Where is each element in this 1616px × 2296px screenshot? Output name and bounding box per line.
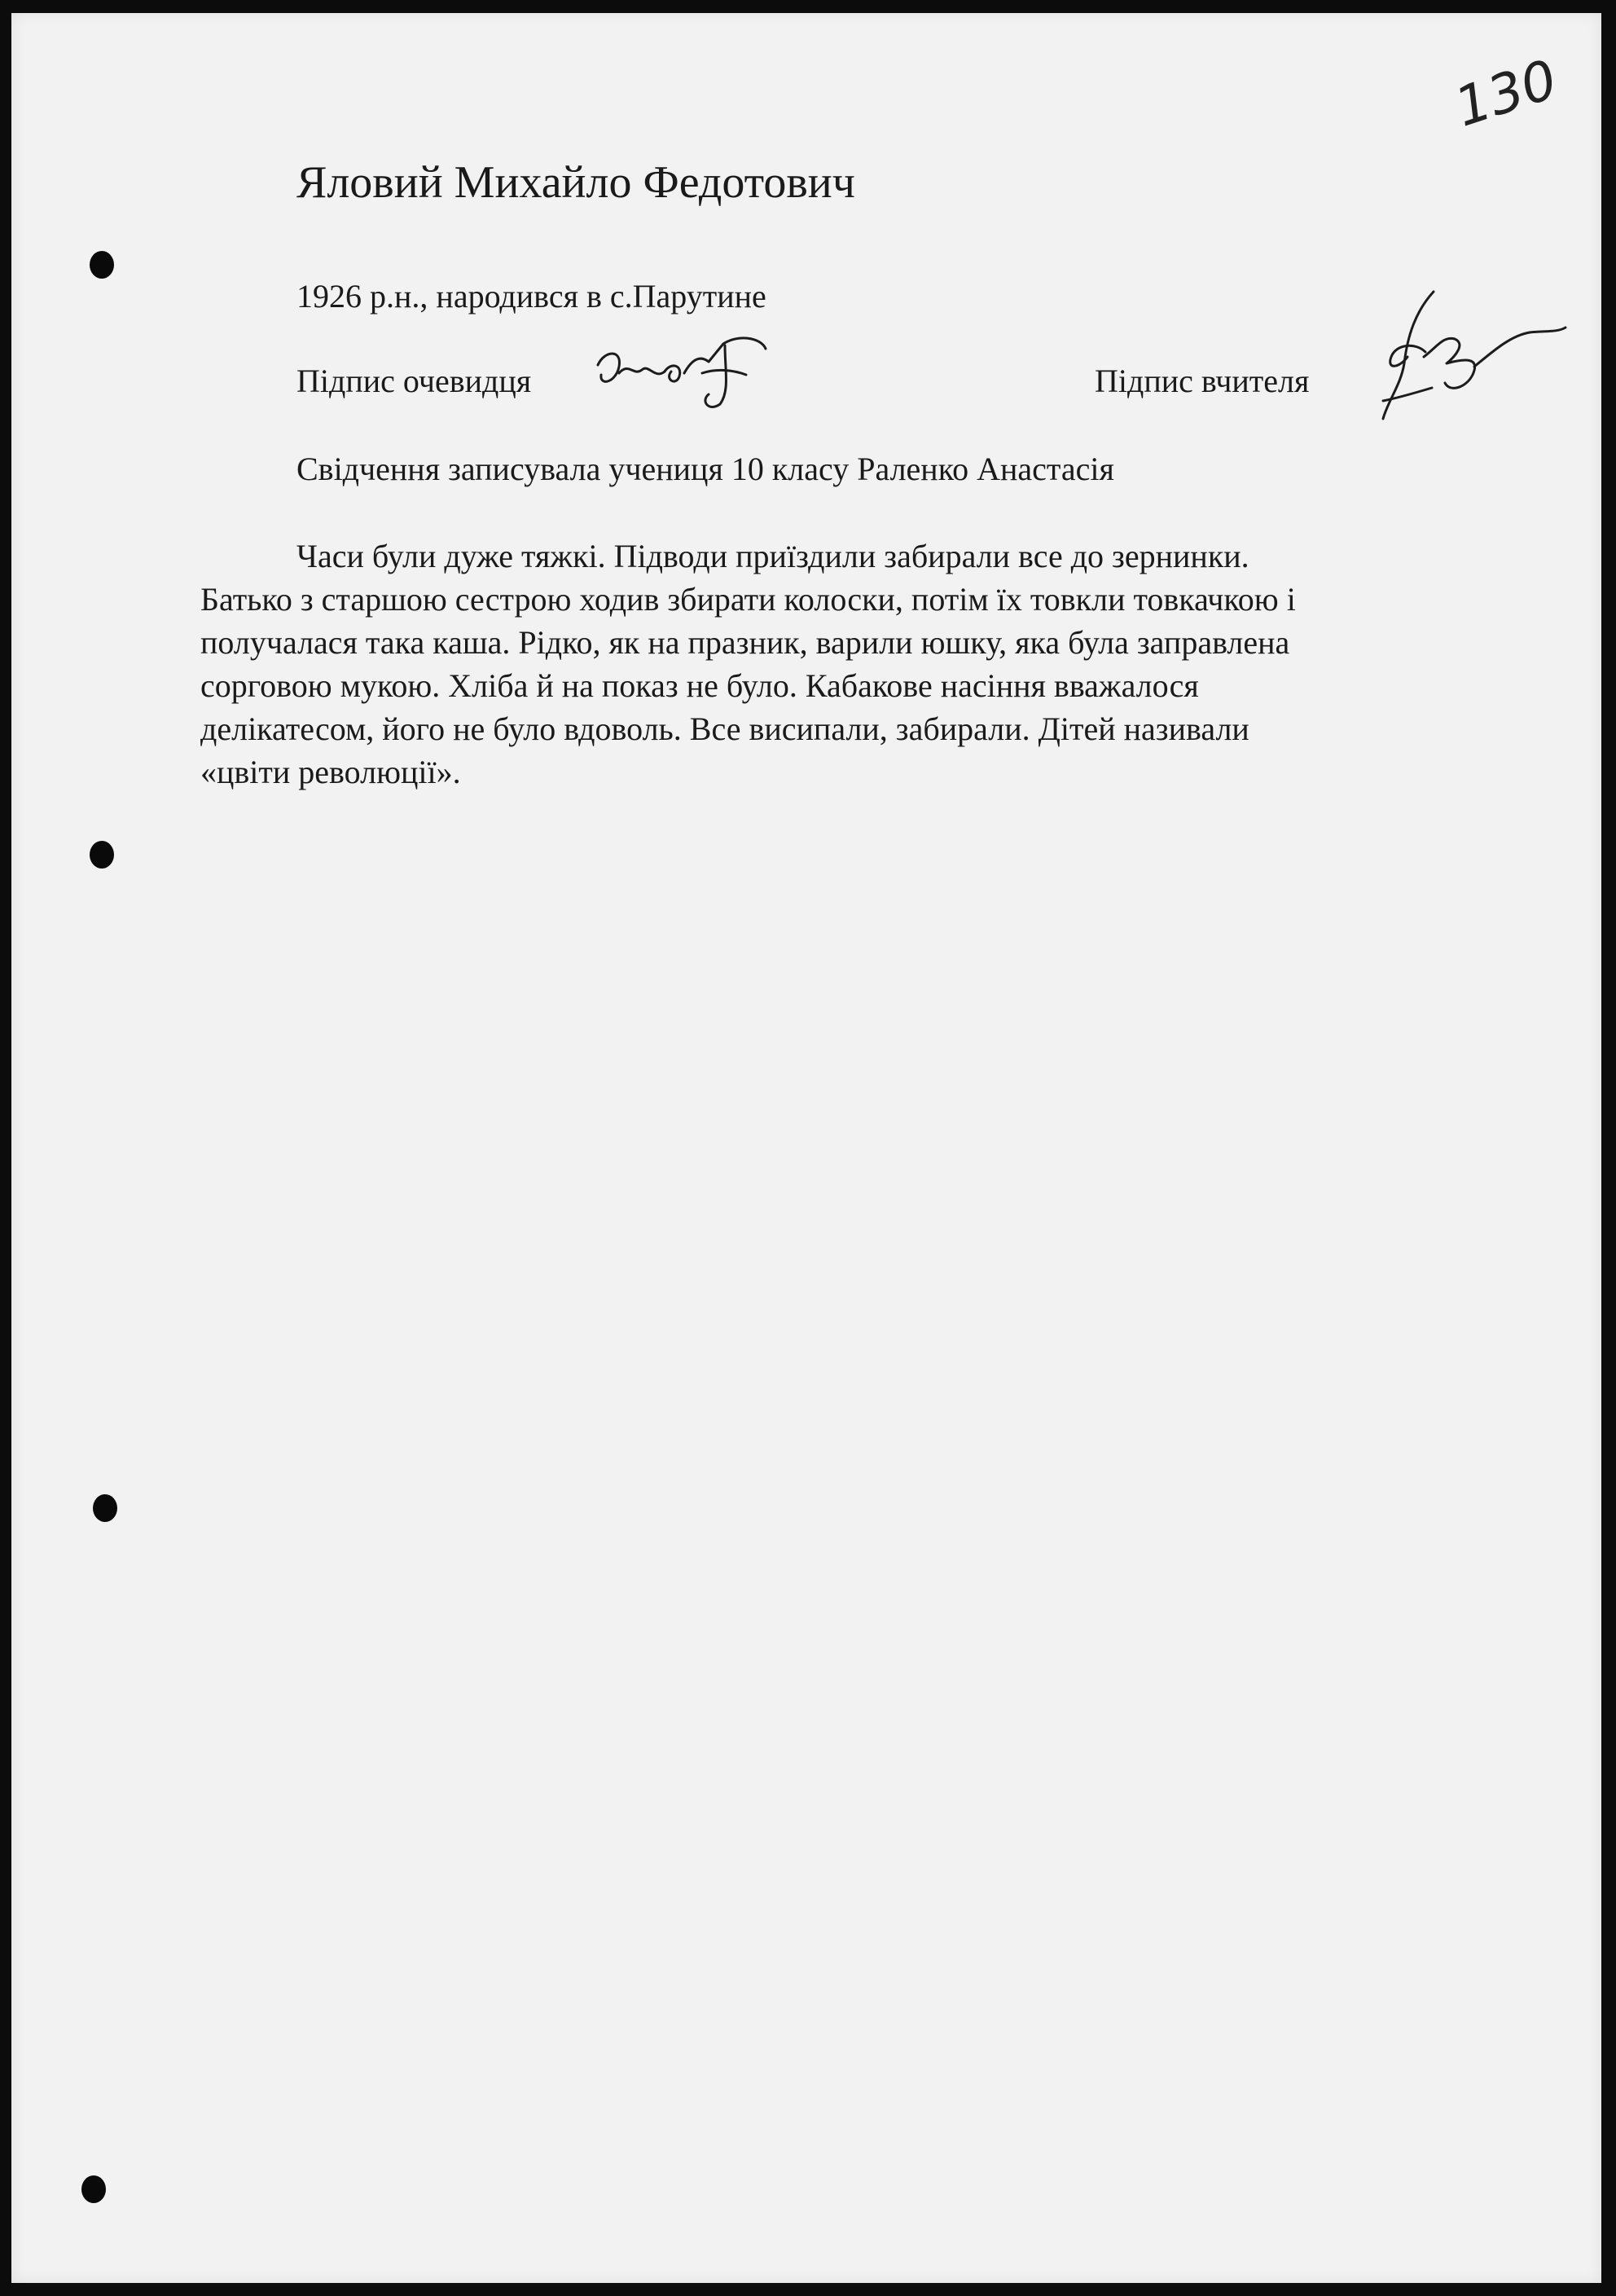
handwritten-page-number	[1447, 46, 1565, 139]
eyewitness-signature-label: Підпис очевидця	[296, 363, 532, 399]
birth-info: 1926 р.н., народився в с.Парутине	[296, 278, 766, 314]
testimony-line: сорговою мукою. Хліба й на показ не було. Кабакове насіння вважалося	[200, 667, 1199, 704]
punch-hole	[90, 841, 114, 869]
teacher-signature	[1359, 279, 1570, 442]
punch-hole	[90, 251, 114, 279]
punch-hole	[81, 2175, 106, 2203]
testimony-line: получалася така каша. Рідко, як на празник, варили юшку, яка була заправлена	[200, 624, 1290, 661]
punch-hole	[93, 1494, 117, 1522]
testimony-line: «цвіти революції».	[200, 754, 461, 790]
document-page	[11, 13, 1601, 2283]
page-title: Яловий Михайло Федотович	[296, 157, 855, 208]
testimony-line: Батько з старшою сестрою ходив збирати колоски, потім їх товкли товкачкою і	[200, 581, 1296, 618]
svg-text:130: 130	[1447, 47, 1565, 139]
teacher-signature-label: Підпис вчителя	[1095, 363, 1310, 399]
recorded-by-line: Свідчення записувала учениця 10 класу Раленко Анастасія	[296, 451, 1114, 487]
testimony-paragraph	[200, 534, 1487, 794]
eyewitness-signature	[586, 326, 782, 416]
testimony-line: делікатесом, його не було вдоволь. Все висипали, забирали. Дітей називали	[200, 710, 1249, 747]
testimony-line: Часи були дуже тяжкі. Підводи приїздили забирали все до зернинки.	[296, 538, 1249, 574]
